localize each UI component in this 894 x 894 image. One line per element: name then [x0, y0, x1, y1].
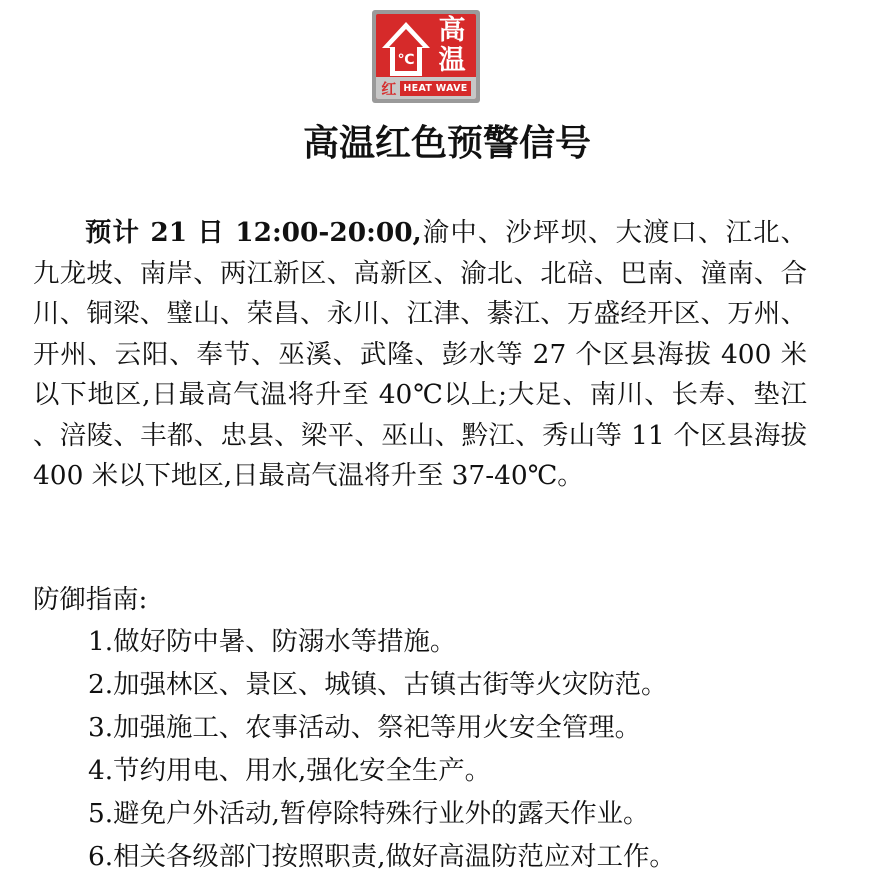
guide-item: 5.避免户外活动,暂停除特殊行业外的露天作业。	[88, 798, 650, 829]
guide-item: 2.加强林区、景区、城镇、古镇古街等火灾防范。	[88, 669, 668, 700]
warning-time-lead: 预计 21 日 12:00-20:00,	[85, 217, 422, 248]
logo-strip	[376, 77, 476, 99]
heat-wave-red-warning-icon	[372, 10, 480, 103]
logo-level-char: 红	[381, 79, 397, 98]
warning-areas-text: 渝中、沙坪坝、大渡口、江北、九龙坡、南岸、两江新区、高新区、渝北、北碚、巴南、潼南、合川、铜梁、璧山、荣昌、永川、江津、綦江、万盛经开区、万州、开州、云阳、奉节、巫溪、武隆、彭水等 27 个区县海拔 400 米以下地区,日最高气温将升至 40℃以上;大足、南川、长寿、垫江、涪陵、丰都、忠县、梁平、巫山、黔江、秀山等 11 个区县海拔 400 米以下地区,日最高气温将升至 37-40℃。	[33, 217, 807, 491]
guide-item: 1.做好防中暑、防溺水等措施。	[88, 626, 457, 657]
guide-list	[88, 620, 676, 878]
logo-hanzi-bottom: 温	[438, 45, 466, 76]
guide-item: 6.相关各级部门按照职责,做好高温防范应对工作。	[88, 841, 676, 872]
guide-title: 防御指南:	[33, 584, 148, 615]
guide-item: 4.节约用电、用水,强化安全生产。	[88, 755, 492, 786]
logo-english: HEAT WAVE	[400, 81, 470, 96]
logo-hanzi	[434, 16, 470, 76]
logo-hanzi-top: 高	[438, 15, 466, 46]
guide-item: 3.加强施工、农事活动、祭祀等用火安全管理。	[88, 712, 641, 743]
logo-unit: ℃	[397, 52, 415, 68]
house-arrow-icon	[380, 20, 432, 78]
logo-panel	[376, 14, 476, 99]
warning-body	[33, 213, 807, 497]
page-title: 高温红色预警信号	[302, 123, 591, 164]
